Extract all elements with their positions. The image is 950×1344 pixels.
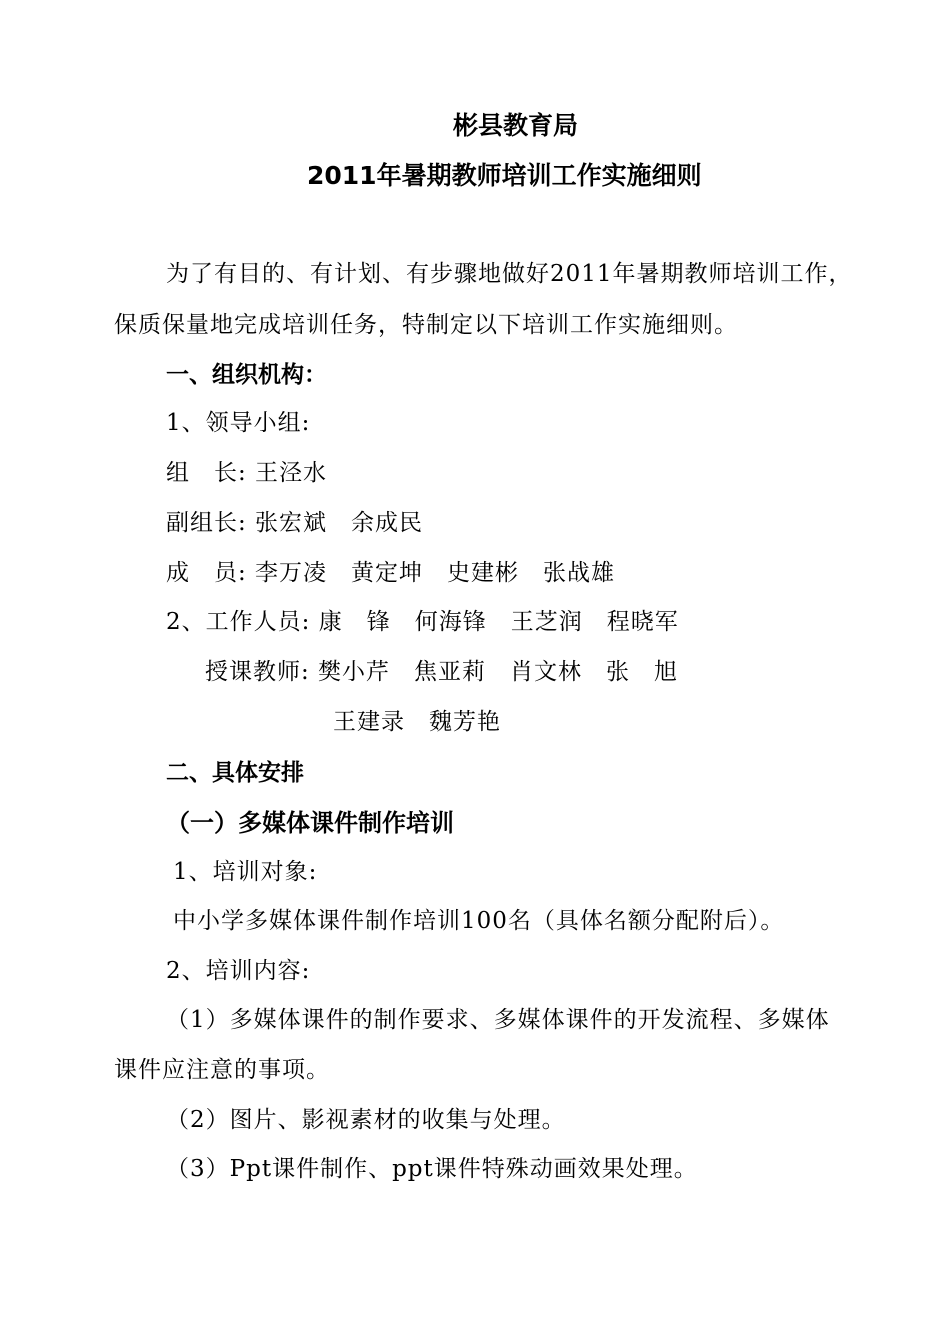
target-text: 中小学多媒体课件制作培训100名（具体名额分配附后）。	[173, 908, 785, 934]
section-heading-organization: 一、组织机构：	[166, 362, 327, 388]
members-line: 成 员: 李万凌 黄定坤 史建彬 张战雄	[166, 560, 616, 586]
section-heading-arrangement: 二、具体安排	[166, 760, 304, 786]
content-item-3: （3）Ppt课件制作、ppt课件特殊动画效果处理。	[166, 1156, 698, 1182]
teachers-line-1: 授课教师: 樊小芹 焦亚莉 肖文林 张 旭	[205, 659, 679, 685]
intro-line-1: 为了有目的、有计划、有步骤地做好2011年暑期教师培训工作，	[166, 261, 853, 287]
content-item-1-line-1: （1）多媒体课件的制作要求、多媒体课件的开发流程、多媒体	[166, 1007, 830, 1033]
document-title: 2011年暑期教师培训工作实施细则	[307, 161, 702, 190]
content-item-1-line-2: 课件应注意的事项。	[114, 1057, 330, 1083]
leadership-label: 1、领导小组:	[166, 410, 311, 436]
subsection-heading-multimedia: （一）多媒体课件制作培训	[166, 809, 454, 837]
teachers-line-2: 王建录 魏芳艳	[333, 709, 501, 735]
deputy-line: 副组长: 张宏斌 余成民	[166, 510, 424, 536]
target-label: 1、培训对象:	[173, 859, 318, 885]
intro-line-2: 保质保量地完成培训任务，特制定以下培训工作实施细则。	[114, 312, 738, 338]
document-title-org: 彬县教育局	[453, 111, 579, 140]
content-item-2: （2）图片、影视素材的收集与处理。	[166, 1107, 566, 1133]
content-label: 2、培训内容:	[166, 958, 311, 984]
staff-line: 2、工作人员: 康 锋 何海锋 王芝润 程晓军	[166, 609, 679, 635]
leader-line: 组 长: 王泾水	[166, 460, 328, 486]
